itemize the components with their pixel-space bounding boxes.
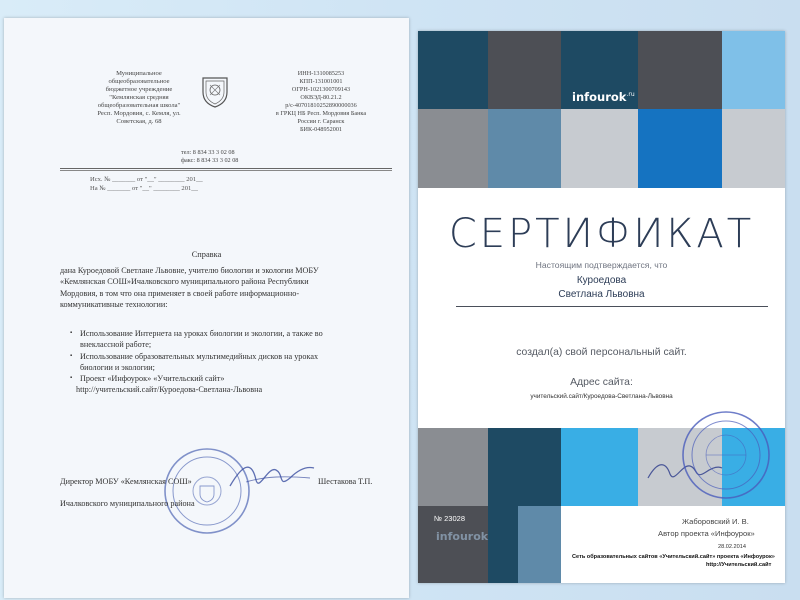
decor-tile [418, 31, 488, 109]
letter-body [60, 265, 390, 310]
certificate-number: № 23028 [434, 514, 465, 523]
infourok-logo: infourok$^{.ru}$ [572, 90, 635, 104]
list-item [70, 328, 390, 351]
signer-name: Жаборовский И. В. [682, 517, 749, 526]
divider [60, 168, 392, 169]
divider [456, 306, 768, 307]
decor-tile [418, 109, 488, 188]
details-line: БИК-048952001 [299, 126, 343, 133]
list-item-text: Использование Интернета на уроках биологии и экологии, а также во [80, 329, 323, 338]
header-line: Советская, д. 68 [116, 118, 162, 125]
header-line: "Кемлянская средняя [109, 94, 169, 101]
decor-tile [488, 506, 518, 583]
list-item [70, 351, 390, 374]
decor-tile [561, 428, 638, 506]
details-line: в ГРКЦ НБ Респ. Мордовия Банка [275, 110, 367, 117]
bank-details [256, 70, 386, 134]
body-line: дана Куроедовой Светлане Львовне, учителю биологии и экологии МОБУ [60, 266, 319, 275]
recipient-surname: Куроедова [576, 275, 627, 286]
list-item-text: биологии и экологии; [80, 362, 155, 372]
network-footer: Сеть образовательных сайтов «Учительский.сайт» проекта «Инфоурок» [572, 554, 775, 560]
decor-tile [488, 31, 561, 109]
certificate [418, 31, 785, 583]
header-line: Муниципальное [116, 70, 162, 77]
details-line: ОКВЭД-80.21.2 [300, 94, 342, 101]
school-header [84, 70, 194, 126]
body-line: «Кемлянская СОШ»Ичалковского муниципального района Республики [60, 277, 309, 287]
signer-role: Директор МОБУ «Кемлянская СОШ» [60, 477, 192, 486]
decor-tile [722, 109, 785, 188]
body-line: коммуникативные технологии: [60, 299, 168, 309]
decor-tile [418, 428, 488, 506]
bullet-icon: ▪ [70, 375, 73, 382]
details-line: р/с-40701810252890000036 [285, 102, 357, 109]
header-line: Респ. Мордовия, с. Кемля, ул. [97, 110, 181, 117]
bullet-icon: ▪ [70, 352, 73, 359]
decor-tile [488, 428, 561, 506]
decor-tile [722, 31, 785, 109]
technology-list [70, 328, 390, 384]
signer-role-line2: Ичалковского муниципального района [60, 499, 195, 508]
details-line: КПП-131001001 [299, 78, 343, 85]
document-title: Справка [191, 250, 222, 259]
details-line: ИНН-1310085253 [297, 70, 345, 77]
list-item-text: внеклассной работе; [80, 340, 152, 350]
network-url: http://Учительский.сайт [706, 562, 772, 568]
achievement-text: создал(а) свой персональный сайт. [516, 347, 687, 358]
site-address-label: Адрес сайта: [570, 377, 633, 388]
decor-tile [488, 109, 561, 188]
site-address: учительский.сайт/Куроедова-Светлана-Львовна [530, 393, 673, 400]
header-line: общеобразовательная школа" [97, 102, 181, 109]
list-item-text: Использование образовательных мультимедийных дисков на уроках [80, 351, 319, 361]
outgoing-reference [90, 175, 203, 193]
decor-tile [638, 31, 722, 109]
list-item [70, 373, 390, 384]
infourok-logo-watermark: infourok [436, 530, 489, 543]
ref-in: На № _______ от "__" ________ 201__ [90, 185, 198, 192]
details-line: России г. Саранск [297, 118, 345, 125]
ref-out: Исх. № _______ от "__" ________ 201__ [90, 176, 203, 183]
issue-date: 28.02.2014 [718, 544, 746, 550]
header-line: общеобразовательное [108, 78, 170, 85]
site-url: http://учительский.сайт/Куроедова-Светлана-Львовна [76, 385, 263, 394]
certificate-subtitle: Настоящим подтверждается, что [535, 260, 668, 270]
certificate-title: СЕРТИФИКАТ [448, 211, 755, 257]
bullet-icon: ▪ [70, 330, 73, 336]
fax: факс: 8 834 33 3 02 08 [181, 157, 239, 164]
signer-role: Автор проекта «Инфоурок» [658, 529, 755, 538]
phone: тел: 8 834 33 3 02 08 [181, 149, 235, 156]
decor-tile [561, 109, 638, 188]
director-signature-icon [226, 456, 316, 496]
coat-of-arms-icon [200, 74, 230, 108]
contact-phones [181, 149, 238, 165]
infourok-stamp-icon [680, 409, 772, 501]
header-line: бюджетное учреждение [105, 86, 173, 93]
body-line: Мордовия, в том что она применяет в своей работе информационно- [60, 288, 300, 298]
signer-name: Шестакова Т.П. [318, 477, 373, 486]
divider [60, 170, 392, 171]
recipient-name: Светлана Львовна [558, 289, 645, 300]
list-item-text: Проект «Инфоурок» «Учительский сайт» [80, 374, 225, 384]
details-line: ОГРН-1021300709143 [291, 86, 351, 93]
decor-tile [638, 109, 722, 188]
reference-letter [4, 18, 409, 598]
